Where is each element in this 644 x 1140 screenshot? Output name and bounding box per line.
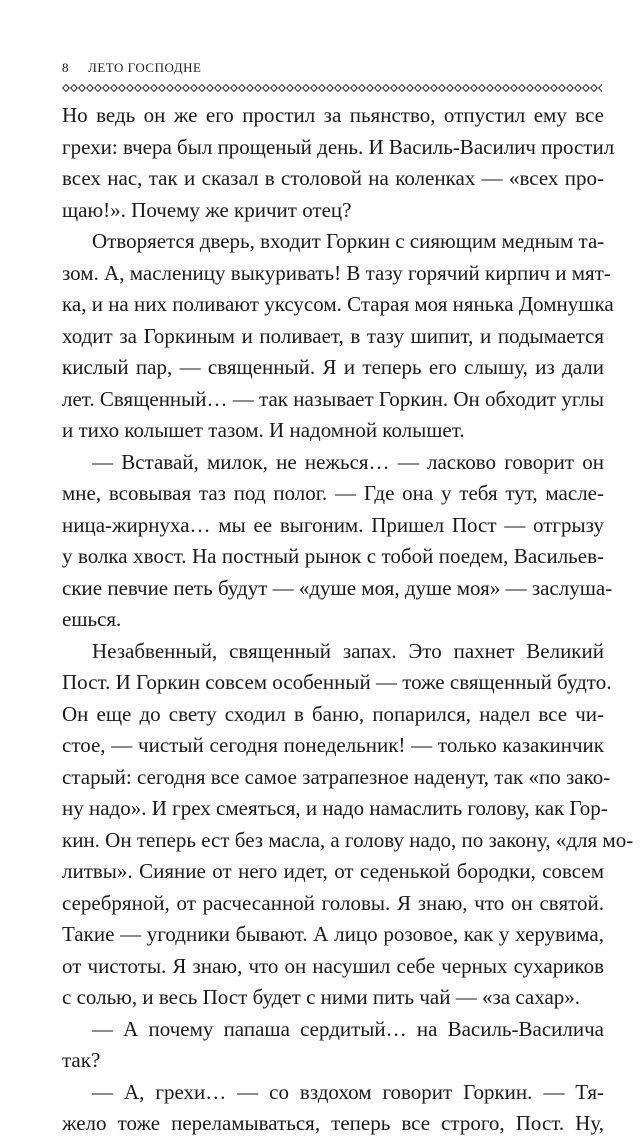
running-header: [62, 60, 201, 76]
text-line: стое, — чистый сегодня понедельник! — только казакинчик: [62, 733, 604, 757]
text-line: Но ведь он же его простил за пьянство, отпустил ему все: [62, 103, 604, 127]
text-line: с солью, и весь Пост будет с ними пить чай — «за сахар».: [62, 985, 581, 1009]
text-line: ешься.: [62, 607, 122, 631]
text-line: мне, всовывая таз под полог. — Где она у тебя тут, масле-: [62, 481, 604, 505]
text-line: ские певчие петь будут — «душе моя, душе моя» — заслуша-: [62, 575, 613, 600]
text-line: — А почему папаша сердитый… на Василь-Василича: [92, 1016, 604, 1041]
text-line: лет. Священный… — так называет Горкин. Он обходит углы: [62, 386, 604, 411]
text-line: щаю!». Почему же кричит отец?: [62, 197, 352, 222]
text-line: и тихо колышет тазом. И надомной колышет.: [62, 418, 465, 442]
running-title: ЛЕТО ГОСПОДНЕ: [88, 60, 202, 75]
text-line: ница-жирнуха… мы ее выгоним. Пришел Пост — отгрызу: [62, 512, 604, 537]
text-line: ну надо». И грех смеяться, и надо намаслить голову, как Гор-: [62, 796, 608, 820]
text-line: жело тоже переламываться, теперь все строго, Пост. Ну,: [62, 1111, 604, 1135]
text-line: ходит за Горкиным и поливает, в тазу шипит, и подымается: [62, 323, 604, 348]
text-line: ка, и на них поливают уксусом. Старая моя нянька Домнушка: [62, 292, 614, 316]
body-text: [62, 100, 634, 1140]
text-line: литвы». Сияние от него идет, от седенькой бородки, совсем: [62, 859, 604, 883]
text-line: кислый пар, — священный. Я и теперь его слышу, из дали: [62, 355, 604, 379]
text-line: — А, грехи… — со вздохом говорит Горкин. — Тя-: [92, 1079, 604, 1104]
text-line: старый: сегодня все самое затрапезное наденут, так «по зако-: [62, 764, 611, 789]
text-line: Он еще до свету сходил в баню, попарился, надел все чи-: [62, 701, 604, 726]
text-line: зом. А, масленицу выкуривать! В тазу горячий кирпич и мят-: [62, 260, 611, 285]
text-line: серебряной, от расчесанной головы. Я знаю, что он святой.: [62, 890, 604, 915]
text-line: кин. Он теперь ест без масла, а голову надо, по закону, «для мо-: [62, 827, 634, 852]
ornament-rule: [62, 84, 602, 92]
text-line: так?: [62, 1048, 101, 1072]
text-line: Незабвенный, священный запах. Это пахнет Великий: [92, 638, 604, 663]
text-line: Пост. И Горкин совсем особенный — тоже священный будто.: [62, 670, 612, 694]
text-line: у волка хвост. На постный рынок с тобой поедем, Васильев-: [62, 544, 604, 568]
text-line: грехи: вчера был прощеный день. И Василь-Василич простил: [62, 134, 615, 159]
text-line: — Вставай, милок, не нежься… — ласково говорит он: [92, 449, 604, 474]
text-line: всех нас, так и сказал в столовой на коленках — «всех про-: [62, 166, 604, 190]
page-number: 8: [62, 60, 69, 75]
text-line: Такие — угодники бывают. А лицо розовое, как у херувима,: [62, 922, 604, 946]
text-line: от чистоты. Я знаю, что он насушил себе черных сухариков: [62, 953, 604, 978]
text-line: Отворяется дверь, входит Горкин с сияющим медным та-: [92, 229, 605, 253]
